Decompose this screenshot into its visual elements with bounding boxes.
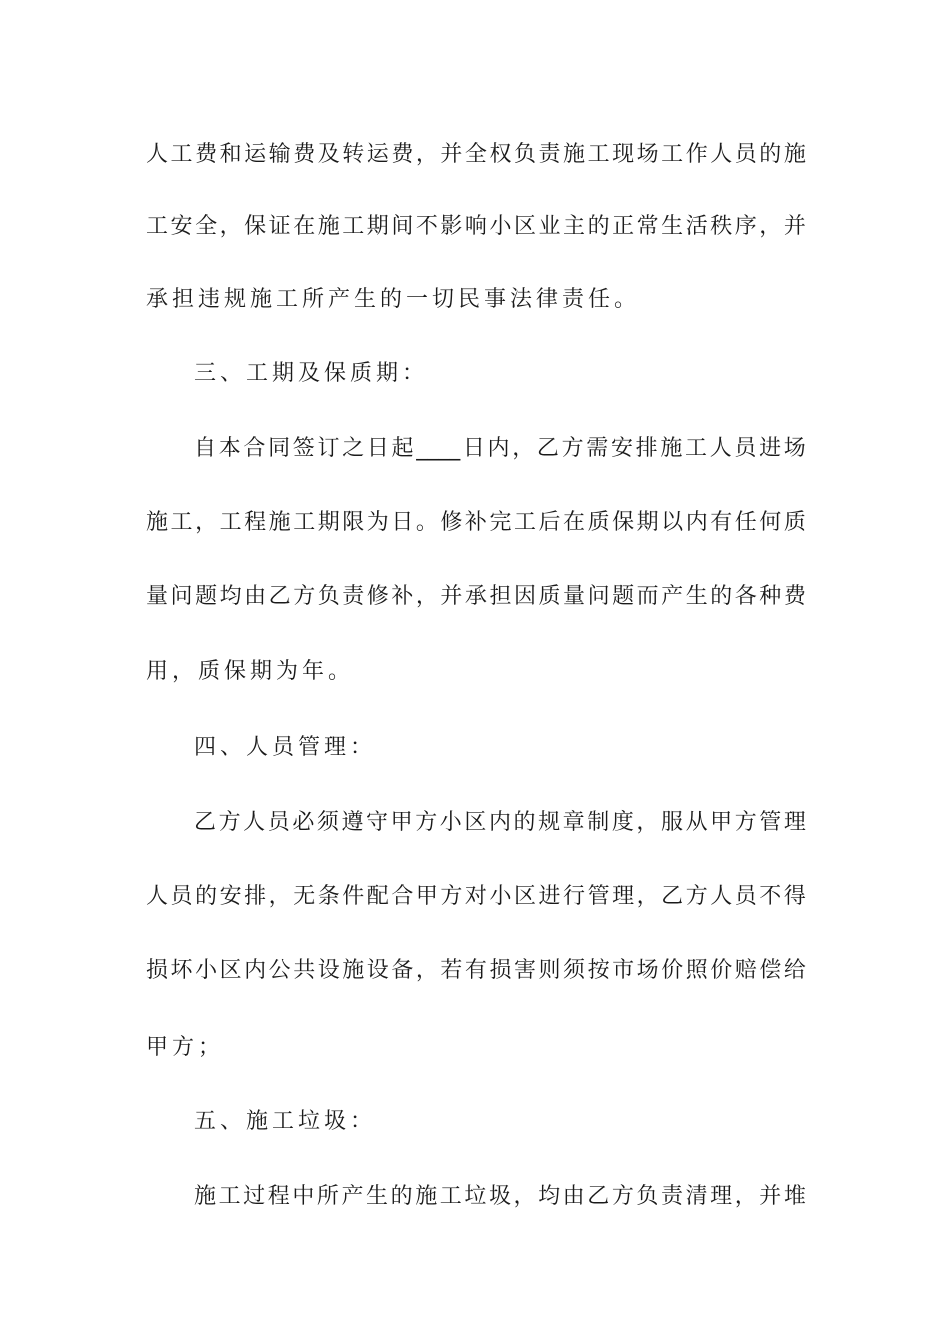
- paragraph-line: 施 工 过 程 中 所 产 生 的 施 工 垃 圾 ， 均 由 乙 方 负 责 清 理 ， 并 堆: [194, 1184, 806, 1209]
- paragraph-line: 人 员 的 安 排 ， 无 条 件 配 合 甲 方 对 小 区 进 行 管 理 ， 乙 方 人 员 不 得: [146, 884, 806, 909]
- paragraph-line: 施 工 ， 工 程 施 工 期 限 为 日 。 修 补 完 工 后 在 质 保 期 以 内 有 任 何 质: [146, 510, 806, 535]
- paragraph-line: 甲方；: [146, 1035, 225, 1060]
- paragraph-line: 损 坏 小 区 内 公 共 设 施 设 备 ， 若 有 损 害 则 须 按 市 场 价 照 价 赔 偿 给: [146, 958, 806, 983]
- section-heading-personnel: 四、人员管理：: [194, 735, 377, 760]
- paragraph-line: 自 本 合 同 签 订 之 日 起 ____ 日 内 ， 乙 方 需 安 排 施 工 人 员 进 场: [194, 436, 806, 461]
- section-heading-waste: 五、施工垃圾：: [194, 1109, 377, 1134]
- paragraph-line: 用，质保期为年。: [146, 659, 355, 684]
- paragraph-line: 乙 方 人 员 必 须 遵 守 甲 方 小 区 内 的 规 章 制 度 ， 服 从 甲 方 管 理: [194, 810, 806, 835]
- paragraph-line: 工 安 全 ， 保 证 在 施 工 期 间 不 影 响 小 区 业 主 的 正 常 生 活 秩 序 ， 并: [146, 214, 806, 239]
- paragraph-line: 承担违规施工所产生的一切民事法律责任。: [146, 287, 641, 312]
- paragraph-line: 人 工 费 和 运 输 费 及 转 运 费 ， 并 全 权 负 责 施 工 现 场 工 作 人 员 的 施: [146, 142, 806, 167]
- section-heading-schedule: 三、工期及保质期：: [194, 361, 429, 386]
- paragraph-line: 量 问 题 均 由 乙 方 负 责 修 补 ， 并 承 担 因 质 量 问 题 而 产 生 的 各 种 费: [146, 584, 806, 609]
